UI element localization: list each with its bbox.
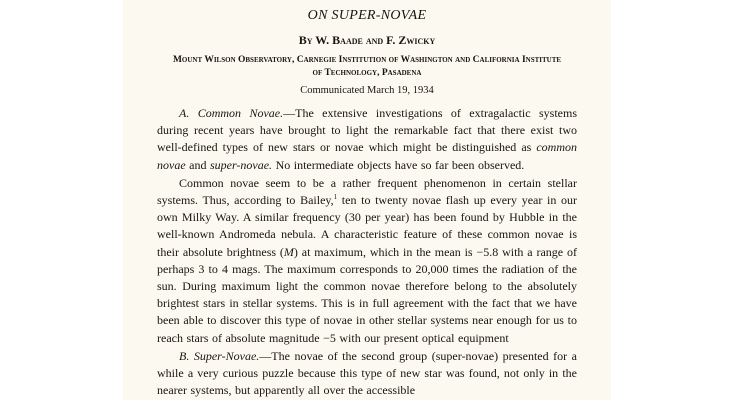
paragraph-text: ten to twenty novae flash up every year in our own Milky Way. A similar frequency (30 per year) has been found by Hubble in the well-known Andromeda nebula. A characteristic feature of these common novae is their absolute brightness ( [157,193,577,259]
communicated-date: Communicated March 19, 1934 [300,85,434,96]
paragraph-common-novae [157,105,577,174]
article-body [157,105,577,399]
section-heading-b: B. Super-Novae. [179,348,260,363]
emphasis-term: super-novae. [209,157,273,172]
paragraph-text: and [185,157,210,172]
paragraph-text: ) at maximum, which in the mean is −5.8 with a range of perhaps 3 to 4 mags. The maximum corresponds to 20,000 times the radiation of the sun. During maximum light the common novae therefore belong to the absolutely brightest stars in stellar systems. This is in full agreement with the fact that we have been able to discover this type of novae in other stellar systems near enough for us to reach stars of absolute magnitude −5 with our present optical equipment [157,244,577,345]
footnote-marker: 1 [333,193,338,202]
magnitude-symbol: M [283,244,294,259]
paper-title: ON SUPER-NOVAE [307,8,427,23]
section-heading-a: A. Common Novae. [179,106,284,120]
paragraph-text: —The extensive investigations of extragalactic systems during recent years have brought to light the remarkable fact that there exist two well-defined types of new stars or novae which might be distinguished as [157,106,577,155]
emphasis-term: common novae [157,140,577,172]
paragraph-text: —The novae of the second group (super-novae) presented for a while a very curious puzzle because this type of new star was found, not only in the nearer systems, but apparently all over the accessible [157,348,577,398]
paragraph-text: Common novae seem to be a rather frequent phenomenon in certain stellar systems. Thus, according to Bailey, [157,175,577,208]
paragraph-super-novae [157,348,577,400]
affiliation: Mount Wilson Observatory, Carnegie Institution of Washington and California Institute of Technology, Pasadena [172,55,562,78]
paragraph-text: No intermediate objects have so far been observed. [272,157,525,172]
author-line: By W. Baade and F. Zwicky [298,33,436,47]
paragraph-frequency [157,175,577,347]
text-column [157,8,577,399]
paper-page [123,0,611,400]
